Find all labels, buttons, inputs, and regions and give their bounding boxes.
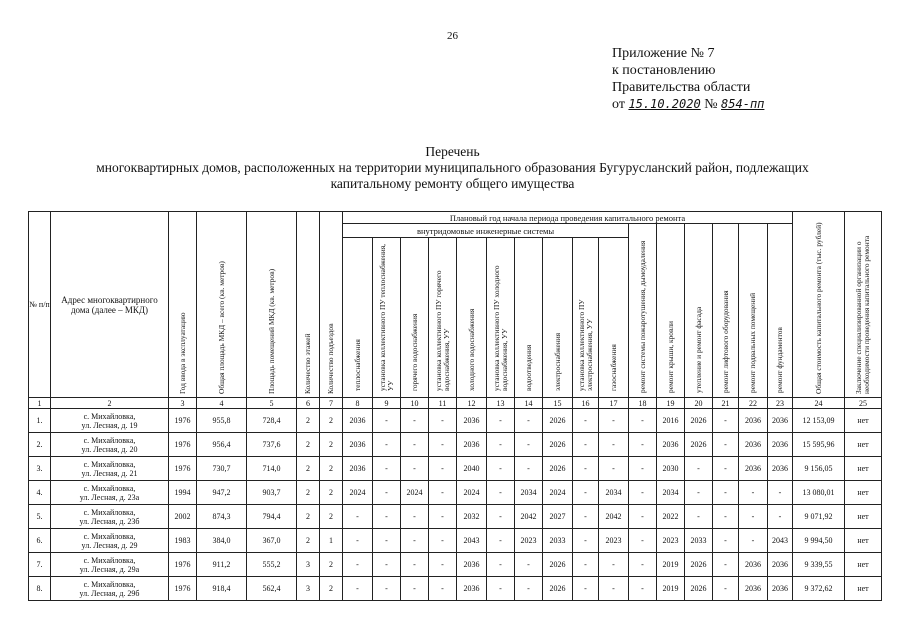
table-cell: 2 — [320, 577, 343, 601]
table-cell: - — [487, 481, 515, 505]
document-title — [0, 144, 905, 192]
row-address: с. Михайловка, ул. Лесная, д. 19 — [51, 409, 169, 433]
table-cell: - — [685, 457, 713, 481]
header-planned-year: Плановый год начала периода проведения капитального ремонта — [343, 212, 793, 224]
table-cell: - — [713, 577, 739, 601]
table-cell: 2040 — [457, 457, 487, 481]
table-cell: - — [629, 553, 657, 577]
table-cell: - — [401, 433, 429, 457]
table-row — [29, 433, 882, 457]
table-cell: 874,3 — [197, 505, 247, 529]
table-cell: 2026 — [685, 433, 713, 457]
row-conclusion: нет — [845, 553, 882, 577]
table-cell: 367,0 — [247, 529, 297, 553]
column-index-cell: 15 — [543, 398, 573, 409]
table-cell: 2036 — [343, 457, 373, 481]
date-prefix: от — [612, 97, 625, 112]
row-conclusion: нет — [845, 409, 882, 433]
column-index-cell: 18 — [629, 398, 657, 409]
row-number: 4. — [29, 481, 51, 505]
table-cell: - — [599, 577, 629, 601]
table-cell: - — [685, 505, 713, 529]
table-cell: 2036 — [739, 433, 768, 457]
table-cell: 947,2 — [197, 481, 247, 505]
table-cell: 2026 — [543, 409, 573, 433]
table-cell: - — [401, 577, 429, 601]
table-cell: 2026 — [685, 409, 713, 433]
column-index-cell: 3 — [169, 398, 197, 409]
column-index-cell: 1 — [29, 398, 51, 409]
row-address: с. Михайловка, ул. Лесная, д. 23а — [51, 481, 169, 505]
row-conclusion: нет — [845, 433, 882, 457]
table-cell: 2036 — [768, 457, 793, 481]
column-index-cell: 11 — [429, 398, 457, 409]
header-c20: утепление и ремонт фасада — [685, 224, 713, 398]
header-c9: установка коллективного ПУ теплоснабжения, УУ — [373, 238, 401, 398]
table-cell: - — [629, 529, 657, 553]
row-number: 7. — [29, 553, 51, 577]
header-c17: газоснабжения — [599, 238, 629, 398]
table-cell: 911,2 — [197, 553, 247, 577]
header-floors: Количество этажей — [297, 212, 320, 398]
table-cell: - — [487, 505, 515, 529]
table-cell: - — [713, 553, 739, 577]
date-value: 15.10.2020 — [628, 97, 701, 111]
row-total-cost: 9 156,05 — [793, 457, 845, 481]
column-index-cell: 19 — [657, 398, 685, 409]
table-cell: 3 — [297, 553, 320, 577]
row-address: с. Михайловка, ул. Лесная, д. 23б — [51, 505, 169, 529]
table-cell: 903,7 — [247, 481, 297, 505]
column-index-cell: 10 — [401, 398, 429, 409]
row-conclusion: нет — [845, 529, 882, 553]
table-cell: 2 — [320, 409, 343, 433]
table-cell: - — [573, 433, 599, 457]
column-index-cell: 13 — [487, 398, 515, 409]
table-cell: - — [343, 505, 373, 529]
number-value: 854-пп — [721, 97, 765, 111]
table-cell: 2026 — [543, 577, 573, 601]
table-cell: 2036 — [343, 409, 373, 433]
table-cell: 2036 — [457, 409, 487, 433]
table-cell: - — [429, 433, 457, 457]
table-cell: - — [629, 577, 657, 601]
table-cell: - — [739, 505, 768, 529]
table-cell: 2042 — [515, 505, 543, 529]
column-index-cell: 14 — [515, 398, 543, 409]
header-c13: установка коллективного ПУ холодного водоснабжения, УУ — [487, 238, 515, 398]
table-cell: 2036 — [657, 433, 685, 457]
table-cell: 2019 — [657, 553, 685, 577]
header-c21: ремонт лифтового оборудования — [713, 224, 739, 398]
table-cell: 2036 — [457, 433, 487, 457]
table-cell: - — [515, 553, 543, 577]
table-cell: 1983 — [169, 529, 197, 553]
row-number: 2. — [29, 433, 51, 457]
table-cell: 2023 — [599, 529, 629, 553]
table-cell: - — [373, 553, 401, 577]
table-cell: - — [429, 481, 457, 505]
page-number: 26 — [447, 30, 458, 42]
table-cell: 2036 — [768, 433, 793, 457]
table-cell: - — [599, 553, 629, 577]
header-c15: электроснабжения — [543, 238, 573, 398]
table-cell: - — [515, 457, 543, 481]
table-cell: - — [629, 481, 657, 505]
table-cell: - — [713, 433, 739, 457]
table-cell: - — [487, 529, 515, 553]
table-cell: 2036 — [768, 553, 793, 577]
column-index-cell: 7 — [320, 398, 343, 409]
table-cell: 1976 — [169, 577, 197, 601]
row-total-cost: 9 372,62 — [793, 577, 845, 601]
header-entrances: Количество подъездов — [320, 212, 343, 398]
table-cell: - — [573, 409, 599, 433]
table-cell: - — [429, 505, 457, 529]
row-number: 1. — [29, 409, 51, 433]
table-row — [29, 505, 882, 529]
header-c23: ремонт фундаментов — [768, 224, 793, 398]
table-cell: - — [373, 481, 401, 505]
table-cell: 2024 — [343, 481, 373, 505]
header-c18: ремонт системы пожаротушения, дымоудаления — [629, 224, 657, 398]
table-cell: 2036 — [457, 553, 487, 577]
table-cell: - — [515, 577, 543, 601]
column-index-cell: 5 — [247, 398, 297, 409]
table-row — [29, 529, 882, 553]
table-cell: - — [487, 409, 515, 433]
column-index-cell: 20 — [685, 398, 713, 409]
table-row — [29, 577, 882, 601]
table-cell: 1976 — [169, 457, 197, 481]
table-cell: - — [768, 505, 793, 529]
table-cell: - — [713, 505, 739, 529]
table-cell: 2024 — [457, 481, 487, 505]
table-cell: 2002 — [169, 505, 197, 529]
table-cell: 3 — [297, 577, 320, 601]
column-index-cell: 22 — [739, 398, 768, 409]
table-cell: 2 — [320, 481, 343, 505]
table-cell: - — [573, 457, 599, 481]
column-index-cell: 8 — [343, 398, 373, 409]
table-cell: - — [429, 409, 457, 433]
table-cell: - — [573, 577, 599, 601]
appendix-date-line — [612, 96, 764, 113]
header-c16: установка коллективного ПУ электроснабжения, УУ — [573, 238, 599, 398]
row-total-cost: 9 071,92 — [793, 505, 845, 529]
table-row — [29, 553, 882, 577]
table-cell: - — [487, 457, 515, 481]
appendix-block — [612, 45, 764, 113]
row-number: 8. — [29, 577, 51, 601]
table-cell: 2 — [297, 529, 320, 553]
table-cell: - — [599, 457, 629, 481]
table-row — [29, 457, 882, 481]
appendix-line-3: Правительства области — [612, 80, 751, 95]
column-index-cell: 21 — [713, 398, 739, 409]
header-c22: ремонт подвальных помещений — [739, 224, 768, 398]
table-cell: 2036 — [343, 433, 373, 457]
table-cell: - — [487, 553, 515, 577]
table-cell: 384,0 — [197, 529, 247, 553]
table-cell: 2032 — [457, 505, 487, 529]
table-cell: 2 — [297, 409, 320, 433]
table-cell: - — [573, 505, 599, 529]
title-line-3: капитальному ремонту общего имущества — [330, 176, 575, 191]
table-cell: - — [685, 481, 713, 505]
table-cell: 1976 — [169, 409, 197, 433]
row-total-cost: 12 153,09 — [793, 409, 845, 433]
table-cell: 2034 — [657, 481, 685, 505]
number-prefix: № — [704, 97, 718, 112]
table-row — [29, 481, 882, 505]
column-index-cell: 16 — [573, 398, 599, 409]
table-cell: 2034 — [599, 481, 629, 505]
table-cell: 2026 — [543, 553, 573, 577]
table-cell: 2023 — [657, 529, 685, 553]
table-cell: 1976 — [169, 433, 197, 457]
table-cell: - — [343, 577, 373, 601]
row-conclusion: нет — [845, 481, 882, 505]
row-address: с. Михайловка, ул. Лесная, д. 29а — [51, 553, 169, 577]
row-conclusion: нет — [845, 577, 882, 601]
table-cell: - — [599, 433, 629, 457]
header-engineering: внутридомовые инженерные системы — [343, 224, 629, 238]
table-cell: - — [629, 409, 657, 433]
table-cell: 2 — [297, 457, 320, 481]
table-cell: 2036 — [739, 409, 768, 433]
table-cell: - — [629, 505, 657, 529]
table-cell: 2042 — [599, 505, 629, 529]
table-cell: 2 — [320, 505, 343, 529]
column-index-row — [29, 398, 882, 409]
header-conclusion: Заключение специализированной организации о необходимости проведения капитального ремонта — [845, 212, 882, 398]
table-cell: 2 — [320, 457, 343, 481]
table-cell: 2023 — [515, 529, 543, 553]
column-index-cell: 12 — [457, 398, 487, 409]
table-cell: 794,4 — [247, 505, 297, 529]
table-row — [29, 409, 882, 433]
table-cell: 2034 — [515, 481, 543, 505]
appendix-line-1: Приложение № 7 — [612, 46, 715, 61]
table-cell: 1994 — [169, 481, 197, 505]
row-number: 3. — [29, 457, 51, 481]
header-year: Год ввода в эксплуатацию — [169, 212, 197, 398]
table-cell: 714,0 — [247, 457, 297, 481]
table-cell: 2036 — [768, 409, 793, 433]
column-index-cell: 17 — [599, 398, 629, 409]
table-cell: 2027 — [543, 505, 573, 529]
table-cell: - — [573, 553, 599, 577]
table-cell: 2 — [297, 505, 320, 529]
header-total-area: Общая площадь МКД – всего (кв. метров) — [197, 212, 247, 398]
header-total-cost: Общая стоимость капитального ремонта (тыс. рублей) — [793, 212, 845, 398]
table-cell: - — [573, 529, 599, 553]
header-address: Адрес многоквартирного дома (далее – МКД) — [51, 212, 169, 398]
table-cell: 955,8 — [197, 409, 247, 433]
table-cell: - — [373, 409, 401, 433]
table-cell: 2036 — [768, 577, 793, 601]
table-cell: 956,4 — [197, 433, 247, 457]
row-conclusion: нет — [845, 457, 882, 481]
header-premises-area: Площадь помещений МКД (кв. метров) — [247, 212, 297, 398]
table-cell: - — [573, 481, 599, 505]
column-index-cell: 9 — [373, 398, 401, 409]
column-index-cell: 24 — [793, 398, 845, 409]
table-cell: 2 — [320, 553, 343, 577]
table-cell: 2019 — [657, 577, 685, 601]
table-cell: 2036 — [739, 457, 768, 481]
row-total-cost: 13 080,01 — [793, 481, 845, 505]
table-cell: 555,2 — [247, 553, 297, 577]
table-cell: 2043 — [457, 529, 487, 553]
table-cell: - — [343, 529, 373, 553]
column-index-cell: 4 — [197, 398, 247, 409]
table-cell: - — [629, 457, 657, 481]
table-cell: - — [373, 433, 401, 457]
table-cell: 2 — [320, 433, 343, 457]
title-line-2: многоквартирных домов, расположенных на территории муниципального образования Бугурусланский район, подлежащих — [96, 160, 809, 175]
row-conclusion: нет — [845, 505, 882, 529]
header-c8: теплоснабжения — [343, 238, 373, 398]
row-number: 6. — [29, 529, 51, 553]
table-cell: 2036 — [739, 577, 768, 601]
table-cell: - — [373, 529, 401, 553]
table-cell: 918,4 — [197, 577, 247, 601]
table-cell: 2024 — [401, 481, 429, 505]
table-cell: 2030 — [657, 457, 685, 481]
table-cell: - — [373, 457, 401, 481]
table-cell: 2033 — [685, 529, 713, 553]
table-cell: - — [515, 409, 543, 433]
header-c14: водоотведения — [515, 238, 543, 398]
header-c11: установка коллективного ПУ горячего водоснабжения, УУ — [429, 238, 457, 398]
column-index-cell: 25 — [845, 398, 882, 409]
table-cell: - — [429, 553, 457, 577]
row-total-cost: 9 994,50 — [793, 529, 845, 553]
table-cell: 1976 — [169, 553, 197, 577]
table-cell: - — [713, 481, 739, 505]
row-total-cost: 9 339,55 — [793, 553, 845, 577]
table-cell: - — [515, 433, 543, 457]
table-cell: - — [487, 577, 515, 601]
column-index-cell: 6 — [297, 398, 320, 409]
title-line-1: Перечень — [425, 144, 480, 159]
row-address: с. Михайловка, ул. Лесная, д. 29б — [51, 577, 169, 601]
table-cell: 2026 — [543, 457, 573, 481]
table-cell: - — [429, 577, 457, 601]
table-cell: - — [401, 529, 429, 553]
table-cell: 2033 — [543, 529, 573, 553]
table-cell: - — [429, 457, 457, 481]
table-cell: 2036 — [457, 577, 487, 601]
header-c19: ремонт крыши, кровли — [657, 224, 685, 398]
table-cell: - — [401, 553, 429, 577]
table-cell: 2 — [297, 481, 320, 505]
table-cell: - — [768, 481, 793, 505]
row-number: 5. — [29, 505, 51, 529]
table-cell: - — [599, 409, 629, 433]
table-cell: 2026 — [685, 577, 713, 601]
row-address: с. Михайловка, ул. Лесная, д. 29 — [51, 529, 169, 553]
table-cell: 562,4 — [247, 577, 297, 601]
table-cell: 2016 — [657, 409, 685, 433]
table-cell: - — [429, 529, 457, 553]
table-cell: - — [373, 577, 401, 601]
row-address: с. Михайловка, ул. Лесная, д. 20 — [51, 433, 169, 457]
header-c10: горячего водоснабжения — [401, 238, 429, 398]
table-cell: - — [401, 505, 429, 529]
table-cell: 2026 — [685, 553, 713, 577]
table-cell: - — [739, 481, 768, 505]
table-cell: - — [487, 433, 515, 457]
table-cell: 728,4 — [247, 409, 297, 433]
table-cell: - — [713, 529, 739, 553]
table-cell: - — [401, 457, 429, 481]
column-index-cell: 23 — [768, 398, 793, 409]
table-cell: - — [713, 457, 739, 481]
table-cell: 2 — [297, 433, 320, 457]
table-cell: - — [629, 433, 657, 457]
table-cell: - — [401, 409, 429, 433]
header-c12: холодного водоснабжения — [457, 238, 487, 398]
table-cell: 730,7 — [197, 457, 247, 481]
appendix-line-2: к постановлению — [612, 63, 716, 78]
table-cell: 1 — [320, 529, 343, 553]
row-total-cost: 15 595,96 — [793, 433, 845, 457]
table-cell: 2036 — [739, 553, 768, 577]
table-cell: 2022 — [657, 505, 685, 529]
table-cell: 2024 — [543, 481, 573, 505]
column-index-cell: 2 — [51, 398, 169, 409]
table-cell: - — [343, 553, 373, 577]
table-cell: 2043 — [768, 529, 793, 553]
housing-table — [28, 211, 882, 601]
row-address: с. Михайловка, ул. Лесная, д. 21 — [51, 457, 169, 481]
table-cell: - — [739, 529, 768, 553]
table-cell: 2026 — [543, 433, 573, 457]
table-cell: - — [373, 505, 401, 529]
table-cell: 737,6 — [247, 433, 297, 457]
header-no: № п/п — [29, 212, 51, 398]
table-cell: - — [713, 409, 739, 433]
